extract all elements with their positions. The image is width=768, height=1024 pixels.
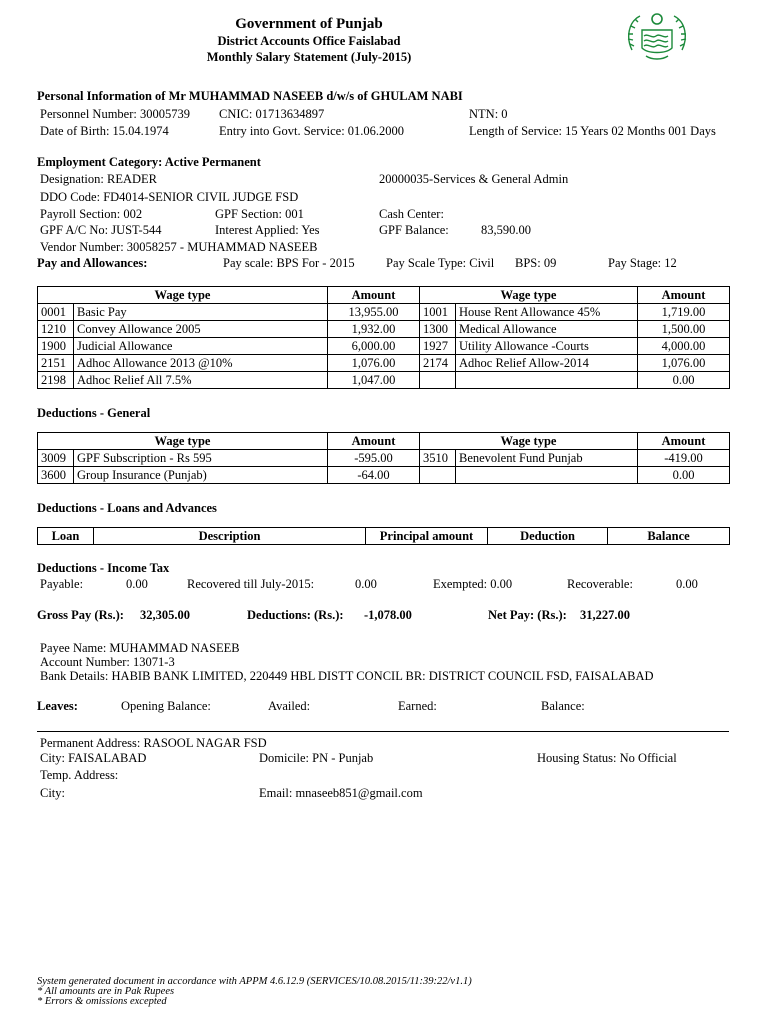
wage-amount: -419.00: [638, 450, 730, 467]
wage-name: [456, 372, 638, 389]
loans-table: [37, 527, 730, 545]
recoverable-label: Recoverable:: [567, 577, 633, 591]
wage-name: Adhoc Allowance 2013 @10%: [74, 355, 328, 372]
col-wage-type: Wage type: [420, 287, 638, 304]
department: 20000035-Services & General Admin: [379, 172, 569, 186]
office-name: District Accounts Office Faislabad: [217, 34, 401, 48]
email: Email: mnaseeb851@gmail.com: [259, 786, 423, 800]
wage-name: Judicial Allowance: [74, 338, 328, 355]
domicile: Domicile: PN - Punjab: [259, 751, 374, 765]
opening-balance: Opening Balance:: [121, 699, 211, 713]
wage-code: 1300: [420, 321, 456, 338]
col-deduction: Deduction: [488, 528, 608, 545]
wage-amount: 1,932.00: [328, 321, 420, 338]
wage-amount: 6,000.00: [328, 338, 420, 355]
wage-code: 3009: [38, 450, 74, 467]
gpf-section: GPF Section: 001: [215, 207, 304, 221]
wage-amount: 0.00: [638, 372, 730, 389]
payee-name: Payee Name: MUHAMMAD NASEEB: [40, 641, 240, 655]
wage-amount: 1,500.00: [638, 321, 730, 338]
payable-label: Payable:: [40, 577, 84, 591]
personnel-number: Personnel Number: 30005739: [40, 107, 190, 121]
gross-pay-value: 32,305.00: [140, 608, 190, 622]
table-row: [38, 338, 730, 355]
footer-errors-note: * Errors & omissions excepted: [37, 996, 167, 1007]
col-amount: Amount: [328, 287, 420, 304]
wage-code: 0001: [38, 304, 74, 321]
table-row: [38, 321, 730, 338]
table-header-row: [38, 287, 730, 304]
wage-amount: 13,955.00: [328, 304, 420, 321]
bps: BPS: 09: [515, 256, 557, 270]
employment-heading: Employment Category: Active Permanent: [37, 155, 261, 169]
wage-name: Adhoc Relief All 7.5%: [74, 372, 328, 389]
temp-city: City:: [40, 786, 66, 800]
table-header-row: [38, 528, 730, 545]
wage-amount: 1,076.00: [328, 355, 420, 372]
wage-code: 1900: [38, 338, 74, 355]
designation: Designation: READER: [40, 172, 158, 186]
wage-name: House Rent Allowance 45%: [456, 304, 638, 321]
wage-code: 3600: [38, 467, 74, 484]
wage-amount: 1,047.00: [328, 372, 420, 389]
cash-center: Cash Center:: [379, 207, 444, 221]
deductions-value: -1,078.00: [364, 608, 412, 622]
table-row: [38, 450, 730, 467]
gpf-balance-label: GPF Balance:: [379, 223, 449, 237]
footer-note: System generated document in accordance with APPM 4.6.12.9 (SERVICES/10.08.2015/11:39:22/v1.1): [37, 976, 472, 987]
payroll-section: Payroll Section: 002: [40, 207, 143, 221]
statement-title: Monthly Salary Statement (July-2015): [206, 50, 412, 64]
account-number: Account Number: 13071-3: [40, 655, 175, 669]
wage-amount: -64.00: [328, 467, 420, 484]
footer-currency-note: * All amounts are in Pak Rupees: [37, 986, 175, 997]
deductions-general-heading: Deductions - General: [37, 406, 151, 420]
col-amount: Amount: [328, 433, 420, 450]
table-row: [38, 467, 730, 484]
income-tax-heading: Deductions - Income Tax: [37, 561, 170, 575]
ddo-code: DDO Code: FD4014-SENIOR CIVIL JUDGE FSD: [40, 190, 299, 204]
interest-applied: Interest Applied: Yes: [215, 223, 320, 237]
col-balance: Balance: [608, 528, 730, 545]
col-wage-type: Wage type: [420, 433, 638, 450]
entry-date: Entry into Govt. Service: 01.06.2000: [219, 124, 405, 138]
city: City: FAISALABAD: [40, 751, 147, 765]
wage-name: Convey Allowance 2005: [74, 321, 328, 338]
wage-amount: 4,000.00: [638, 338, 730, 355]
gross-pay-label: Gross Pay (Rs.):: [37, 608, 124, 622]
bank-details: Bank Details: HABIB BANK LIMITED, 220449 HBL DISTT CONCIL BR: DISTRICT COUNCIL FSD, FAISALABAD: [40, 669, 654, 683]
recoverable-value: 0.00: [676, 577, 698, 591]
allowances-table: [37, 286, 730, 389]
gpf-balance-value: 83,590.00: [481, 223, 531, 237]
permanent-address: Permanent Address: RASOOL NAGAR FSD: [40, 736, 267, 750]
punjab-emblem-icon: [624, 8, 690, 64]
wage-name: GPF Subscription - Rs 595: [74, 450, 328, 467]
deductions-label: Deductions: (Rs.):: [247, 608, 344, 622]
pay-heading: Pay and Allowances:: [37, 256, 148, 270]
wage-name: Utility Allowance -Courts: [456, 338, 638, 355]
wage-amount: 0.00: [638, 467, 730, 484]
table-header-row: [38, 433, 730, 450]
col-loan: Loan: [38, 528, 94, 545]
wage-code: 3510: [420, 450, 456, 467]
wage-amount: 1,076.00: [638, 355, 730, 372]
ntn: NTN: 0: [469, 107, 508, 121]
wage-code: 2174: [420, 355, 456, 372]
col-amount: Amount: [638, 433, 730, 450]
wage-amount: -595.00: [328, 450, 420, 467]
wage-code: 1001: [420, 304, 456, 321]
temp-address: Temp. Address:: [40, 768, 119, 782]
col-wage-type: Wage type: [38, 287, 328, 304]
pay-scale: Pay scale: BPS For - 2015: [223, 256, 355, 270]
wage-code: 2151: [38, 355, 74, 372]
payable-value: 0.00: [126, 577, 148, 591]
wage-name: [456, 467, 638, 484]
recovered-label: Recovered till July-2015:: [187, 577, 315, 591]
col-description: Description: [94, 528, 366, 545]
wage-code: 1927: [420, 338, 456, 355]
date-of-birth: Date of Birth: 15.04.1974: [40, 124, 169, 138]
divider: [37, 731, 729, 732]
net-pay-label: Net Pay: (Rs.):: [488, 608, 567, 622]
exempted: Exempted: 0.00: [433, 577, 513, 591]
availed: Availed:: [268, 699, 311, 713]
wage-code: [420, 467, 456, 484]
col-amount: Amount: [638, 287, 730, 304]
page-title: Government of Punjab: [235, 16, 383, 32]
deductions-table: [37, 432, 730, 484]
wage-code: [420, 372, 456, 389]
gpf-account: GPF A/C No: JUST-544: [40, 223, 162, 237]
wage-name: Adhoc Relief Allow-2014: [456, 355, 638, 372]
table-row: [38, 372, 730, 389]
recovered-value: 0.00: [355, 577, 377, 591]
loans-heading: Deductions - Loans and Advances: [37, 501, 217, 515]
wage-code: 2198: [38, 372, 74, 389]
wage-name: Group Insurance (Punjab): [74, 467, 328, 484]
wage-name: Medical Allowance: [456, 321, 638, 338]
length-of-service: Length of Service: 15 Years 02 Months 001 Days: [469, 124, 716, 138]
col-wage-type: Wage type: [38, 433, 328, 450]
balance: Balance:: [541, 699, 585, 713]
pay-stage: Pay Stage: 12: [608, 256, 677, 270]
leaves-label: Leaves:: [37, 699, 78, 713]
cnic: CNIC: 01713634897: [219, 107, 325, 121]
earned: Earned:: [398, 699, 437, 713]
table-row: [38, 355, 730, 372]
table-row: [38, 304, 730, 321]
vendor-number: Vendor Number: 30058257 - MUHAMMAD NASEEB: [40, 240, 318, 254]
col-principal: Principal amount: [366, 528, 488, 545]
housing-status: Housing Status: No Official: [537, 751, 677, 765]
personal-heading: Personal Information of Mr MUHAMMAD NASEEB d/w/s of GHULAM NABI: [37, 89, 463, 103]
wage-name: Benevolent Fund Punjab: [456, 450, 638, 467]
wage-name: Basic Pay: [74, 304, 328, 321]
wage-code: 1210: [38, 321, 74, 338]
wage-amount: 1,719.00: [638, 304, 730, 321]
net-pay-value: 31,227.00: [580, 608, 630, 622]
pay-scale-type: Pay Scale Type: Civil: [386, 256, 495, 270]
